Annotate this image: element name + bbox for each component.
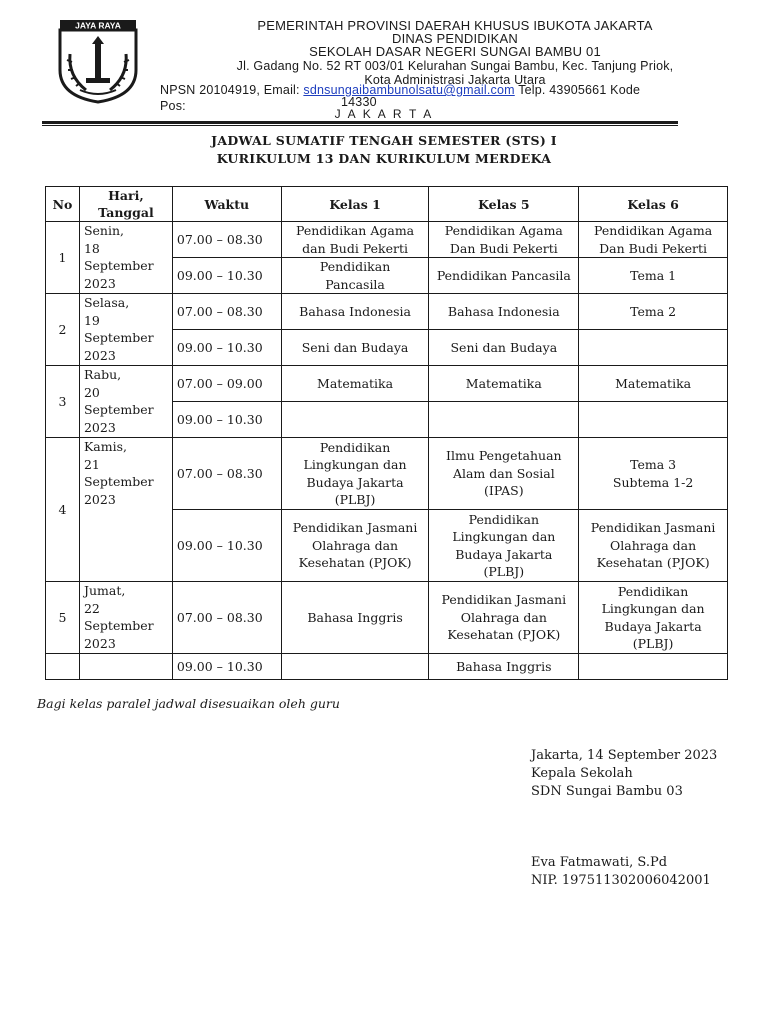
- day-date-line: 18: [83, 240, 100, 256]
- subject-line: Pancasila: [325, 276, 385, 292]
- subject-line: Pendidikan Agama: [444, 223, 563, 238]
- kelas5-subject-cell: [429, 330, 579, 366]
- schedule-table: [45, 186, 728, 680]
- signature-role: Kepala Sekolah: [531, 766, 633, 781]
- day-date-line: 2023: [83, 275, 116, 291]
- day-date-cell: [79, 222, 172, 294]
- kelas6-subject-cell: [579, 402, 728, 438]
- subject-line: Bahasa Indonesia: [299, 303, 411, 319]
- email-link[interactable]: sdnsungaibambunolsatu@gmail.com: [303, 83, 515, 97]
- kelas5-subject-cell: [429, 510, 579, 582]
- letterhead-school-name: SEKOLAH DASAR NEGERI SUNGAI BAMBU 01: [309, 44, 601, 59]
- parallel-class-note: Bagi kelas paralel jadwal disesuaikan oleh guru: [37, 696, 340, 711]
- table-header-row: [46, 187, 728, 222]
- day-date-cell: [79, 294, 172, 366]
- letterhead-address: Jl. Gadang No. 52 RT 003/01 Kelurahan Sungai Bambu, Kec. Tanjung Priok,: [236, 59, 674, 73]
- kelas5-subject-cell: [429, 222, 579, 258]
- row-number: 4: [46, 438, 80, 582]
- letterhead-postal-code: 14330: [341, 95, 377, 109]
- time-cell: 09.00 – 10.30: [172, 654, 281, 680]
- time-cell: 09.00 – 10.30: [172, 258, 281, 294]
- kelas1-subject-cell: [281, 330, 429, 366]
- table-row: [46, 438, 728, 510]
- subject-line: Dan Budi Pekerti: [449, 240, 558, 256]
- time-cell: 09.00 – 10.30: [172, 510, 281, 582]
- kelas1-subject-cell: [281, 582, 429, 654]
- subject-line: Olahraga dan: [610, 537, 697, 553]
- kelas6-subject-cell: [579, 330, 728, 366]
- subject-line: Kesehatan (PJOK): [298, 555, 412, 571]
- day-date-line: 2023: [83, 491, 116, 507]
- subject-line: Budaya Jakarta: [306, 474, 404, 490]
- time-cell: 07.00 – 08.30: [172, 222, 281, 258]
- time-cell: 07.00 – 08.30: [172, 294, 281, 330]
- kelas6-subject-cell: [579, 366, 728, 402]
- time-cell: 09.00 – 10.30: [172, 330, 281, 366]
- day-date-line: Rabu,: [83, 367, 122, 382]
- kelas6-subject-cell: [579, 258, 728, 294]
- day-date-line: 20: [83, 384, 100, 400]
- day-date-cell: [79, 438, 172, 582]
- time-cell: 07.00 – 09.00: [172, 366, 281, 402]
- phone-text: Telp. 43905661 Kode Pos:: [160, 83, 641, 113]
- kelas1-subject-cell: [281, 294, 429, 330]
- subject-line: Tema 3: [630, 457, 677, 472]
- subject-line: Pendidikan Agama: [594, 223, 713, 238]
- signature-name: Eva Fatmawati, S.Pd: [531, 855, 668, 870]
- day-date-line: 22: [83, 600, 100, 616]
- day-date-line: September: [83, 402, 154, 417]
- kelas6-subject-cell: [579, 222, 728, 258]
- letterhead-city: J A K A R T A: [334, 107, 434, 121]
- header-kelas5: Kelas 5: [429, 187, 579, 222]
- subject-line: Lingkungan dan: [452, 529, 556, 544]
- subject-line: Pendidikan: [468, 511, 539, 527]
- subject-line: Alam dan Sosial: [452, 465, 555, 481]
- signature-nip: NIP. 197511302006042001: [531, 873, 711, 888]
- document-title: JADWAL SUMATIF TENGAH SEMESTER (STS) I: [211, 133, 557, 148]
- day-date-cell: [79, 582, 172, 654]
- subject-line: Pendidikan Pancasila: [436, 267, 571, 283]
- document-subtitle: KURIKULUM 13 DAN KURIKULUM MERDEKA: [216, 151, 552, 166]
- kelas1-subject-cell: [281, 222, 429, 258]
- row-number: 2: [46, 294, 80, 366]
- subject-line: Olahraga dan: [460, 609, 547, 625]
- day-date-line: 19: [83, 312, 100, 328]
- kelas6-subject-cell: [579, 654, 728, 680]
- subject-line: Bahasa Inggris: [307, 609, 403, 625]
- day-date-line: 21: [83, 456, 100, 472]
- jaya-raya-logo: [56, 18, 140, 104]
- subject-line: Matematika: [615, 375, 692, 391]
- day-date-line: Jumat,: [83, 583, 126, 598]
- signature-date: Jakarta, 14 September 2023: [531, 748, 718, 763]
- letterhead-divider-thin: [42, 125, 678, 126]
- time-cell: 07.00 – 08.30: [172, 438, 281, 510]
- day-date-line: 2023: [83, 635, 116, 651]
- kelas1-subject-cell: [281, 510, 429, 582]
- table-row: [46, 366, 728, 402]
- day-date-line: 2023: [83, 419, 116, 435]
- subject-line: Seni dan Budaya: [301, 339, 409, 355]
- kelas5-subject-cell: [429, 438, 579, 510]
- day-date-line: September: [83, 618, 154, 633]
- subject-line: Lingkungan dan: [303, 457, 407, 472]
- table-row: [46, 222, 728, 258]
- subject-line: Kesehatan (PJOK): [596, 555, 710, 571]
- kelas6-subject-cell: [579, 438, 728, 510]
- subject-line: Pendidikan Jasmani: [441, 592, 567, 608]
- subject-line: Pendidikan Jasmani: [590, 520, 716, 536]
- subject-line: Matematika: [317, 375, 394, 391]
- kelas6-subject-cell: [579, 510, 728, 582]
- subject-line: Dan Budi Pekerti: [599, 240, 708, 256]
- subject-line: Kesehatan (PJOK): [447, 627, 561, 643]
- header-no: No: [46, 187, 80, 222]
- kelas5-subject-cell: [429, 654, 579, 680]
- day-date-line: Kamis,: [83, 439, 127, 454]
- letterhead-government: PEMERINTAH PROVINSI DAERAH KHUSUS IBUKOTA JAKARTA: [257, 18, 653, 33]
- subject-line: Budaya Jakarta: [604, 618, 702, 634]
- subject-line: Pendidikan Agama: [295, 223, 415, 238]
- table-row: [46, 582, 728, 654]
- subject-line: (PLBJ): [334, 492, 376, 507]
- kelas5-subject-cell: [429, 258, 579, 294]
- kelas5-subject-cell: [429, 402, 579, 438]
- signature-school: SDN Sungai Bambu 03: [531, 784, 683, 799]
- time-cell: 07.00 – 08.30: [172, 582, 281, 654]
- day-date-cell: [79, 366, 172, 438]
- npsn-text: NPSN 20104919, Email:: [160, 83, 304, 97]
- subject-line: Pendidikan: [319, 259, 391, 274]
- kelas1-subject-cell: [281, 402, 429, 438]
- header-waktu: Waktu: [172, 187, 281, 222]
- subject-line: (PLBJ): [483, 564, 525, 579]
- subject-line: (PLBJ): [632, 636, 674, 651]
- day-date-cell: [79, 654, 172, 680]
- row-number: 5: [46, 582, 80, 654]
- subject-line: Lingkungan dan: [601, 601, 705, 616]
- row-number: 3: [46, 366, 80, 438]
- subject-line: Seni dan Budaya: [450, 339, 558, 355]
- kelas6-subject-cell: [579, 294, 728, 330]
- subject-line: Tema 1: [630, 267, 677, 283]
- day-date-line: 2023: [83, 347, 116, 363]
- table-row: [46, 294, 728, 330]
- row-number: [46, 654, 80, 680]
- kelas6-subject-cell: [579, 582, 728, 654]
- subject-line: Pendidikan Jasmani: [292, 520, 418, 536]
- header-kelas6: Kelas 6: [579, 187, 728, 222]
- kelas1-subject-cell: [281, 654, 429, 680]
- day-date-line: September: [83, 330, 154, 345]
- day-date-line: Senin,: [83, 223, 125, 238]
- kelas1-subject-cell: [281, 438, 429, 510]
- kelas1-subject-cell: [281, 258, 429, 294]
- kelas1-subject-cell: [281, 366, 429, 402]
- table-row: [46, 654, 728, 680]
- header-kelas1: Kelas 1: [281, 187, 429, 222]
- subject-line: Budaya Jakarta: [455, 546, 553, 562]
- letterhead-city-admin: Kota Administrasi Jakarta Utara: [364, 73, 546, 87]
- subject-line: Tema 2: [630, 303, 677, 319]
- letterhead-divider: [42, 121, 678, 124]
- subject-line: Pendidikan: [319, 439, 391, 455]
- day-date-line: Selasa,: [83, 295, 130, 310]
- row-number: 1: [46, 222, 80, 294]
- logo-banner-text: JAYA RAYA: [75, 20, 121, 31]
- subject-line: Bahasa Inggris: [456, 658, 552, 674]
- kelas5-subject-cell: [429, 582, 579, 654]
- subject-line: dan Budi Pekerti: [302, 240, 409, 256]
- subject-line: Bahasa Indonesia: [447, 303, 560, 319]
- subject-line: Pendidikan: [617, 583, 689, 599]
- kelas5-subject-cell: [429, 294, 579, 330]
- subject-line: Matematika: [465, 375, 542, 391]
- time-cell: 09.00 – 10.30: [172, 402, 281, 438]
- header-hari: [79, 187, 172, 222]
- subject-line: (IPAS): [484, 483, 524, 499]
- kelas5-subject-cell: [429, 366, 579, 402]
- subject-line: Olahraga dan: [312, 537, 399, 553]
- subject-line: Subtema 1-2: [612, 474, 694, 490]
- letterhead-department: DINAS PENDIDIKAN: [391, 31, 518, 46]
- header-tanggal-line: Tanggal: [98, 205, 154, 220]
- day-date-line: September: [83, 258, 154, 273]
- schedule-body: [46, 222, 728, 680]
- day-date-line: September: [83, 474, 154, 489]
- header-hari-line: Hari,: [108, 188, 144, 203]
- subject-line: Ilmu Pengetahuan: [446, 448, 562, 464]
